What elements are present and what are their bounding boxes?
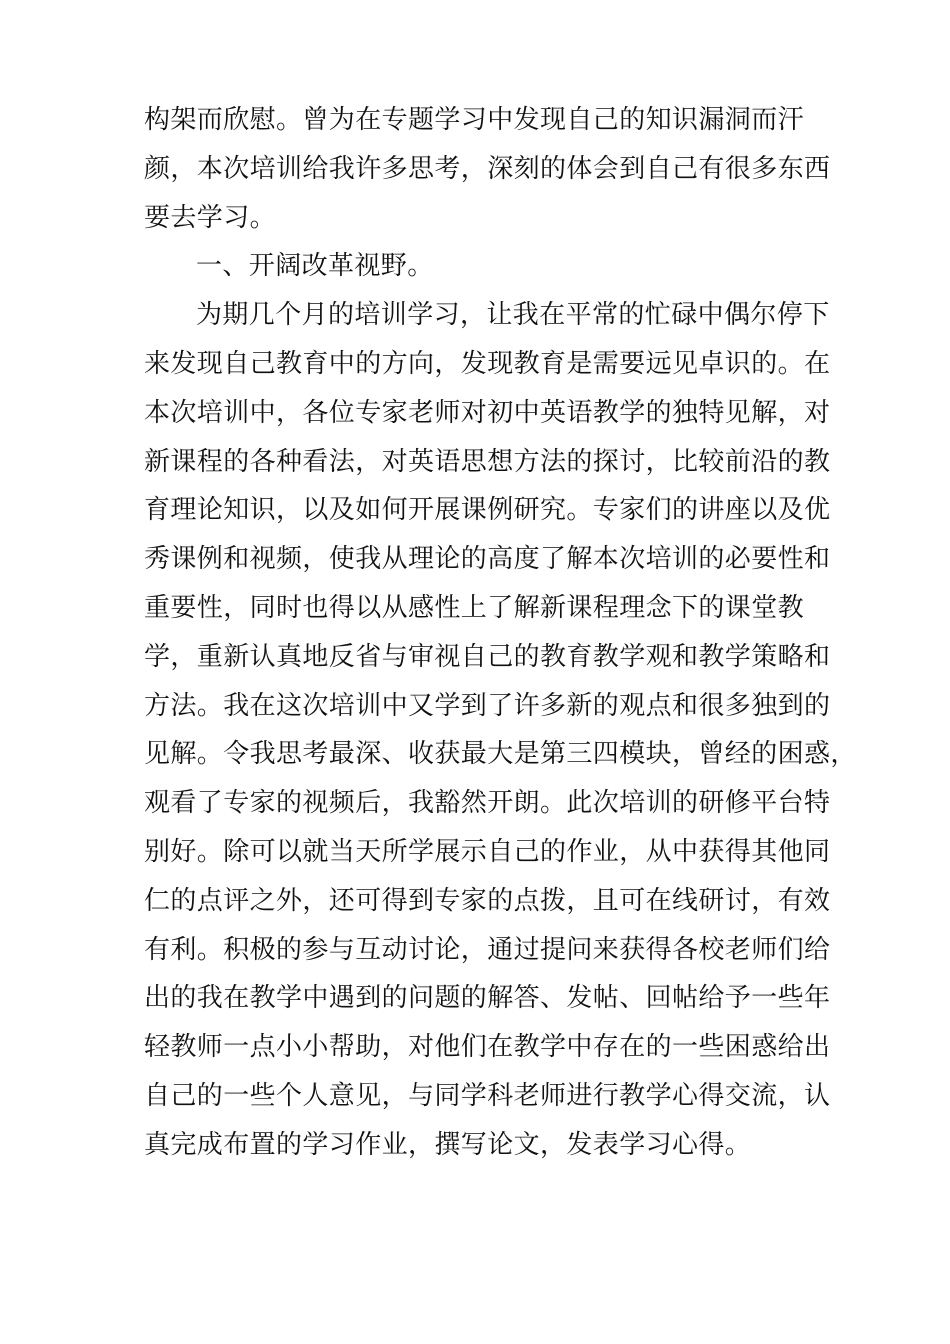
paragraph <box>144 291 857 1169</box>
text-line: 本次培训中，各位专家老师对初中英语教学的独特见解，对 <box>144 397 831 428</box>
text-line: 颜，本次培训给我许多思考，深刻的体会到自己有很多东西 <box>144 153 831 184</box>
text-line: 出的我在教学中遇到的问题的解答、发帖、回帖给予一些年 <box>144 983 831 1014</box>
document-body <box>144 96 857 1170</box>
section-heading <box>144 242 814 291</box>
text-line: 轻教师一点小小帮助，对他们在教学中存在的一些困惑给出 <box>144 1032 831 1063</box>
text-line: 观看了专家的视频后，我豁然开朗。此次培训的研修平台特 <box>144 788 831 819</box>
text-line: 真完成布置的学习作业，撰写论文，发表学习心得。 <box>144 1129 752 1160</box>
text-line: 学，重新认真地反省与审视自己的教育教学观和教学策略和 <box>144 641 831 672</box>
text-line: 自己的一些个人意见，与同学科老师进行教学心得交流，认 <box>144 1080 831 1111</box>
text-line: 见解。令我思考最深、收获最大是第三四模块，曾经的困惑， <box>144 739 857 770</box>
text-line: 育理论知识，以及如何开展课例研究。专家们的讲座以及优 <box>144 495 831 526</box>
text-line: 秀课例和视频，使我从理论的高度了解本次培训的必要性和 <box>144 544 831 575</box>
text-line: 新课程的各种看法，对英语思想方法的探讨，比较前沿的教 <box>144 446 831 477</box>
text-line: 仁的点评之外，还可得到专家的点拨，且可在线研讨，有效 <box>144 885 831 916</box>
text-line: 来发现自己教育中的方向，发现教育是需要远见卓识的。在 <box>144 348 831 379</box>
text-line: 一、开阔改革视野。 <box>196 251 434 282</box>
paragraph <box>144 96 831 242</box>
text-line: 重要性，同时也得以从感性上了解新课程理念下的课堂教 <box>144 592 805 623</box>
text-line: 要去学习。 <box>144 202 277 233</box>
text-line: 为期几个月的培训学习，让我在平常的忙碌中偶尔停下 <box>196 300 830 331</box>
text-line: 别好。除可以就当天所学展示自己的作业，从中获得其他同 <box>144 836 831 867</box>
text-line: 方法。我在这次培训中又学到了许多新的观点和很多独到的 <box>144 690 831 721</box>
text-line: 有利。积极的参与互动讨论，通过提问来获得各校老师们给 <box>144 934 831 965</box>
text-line: 构架而欣慰。曾为在专题学习中发现自己的知识漏洞而汗 <box>144 105 805 135</box>
